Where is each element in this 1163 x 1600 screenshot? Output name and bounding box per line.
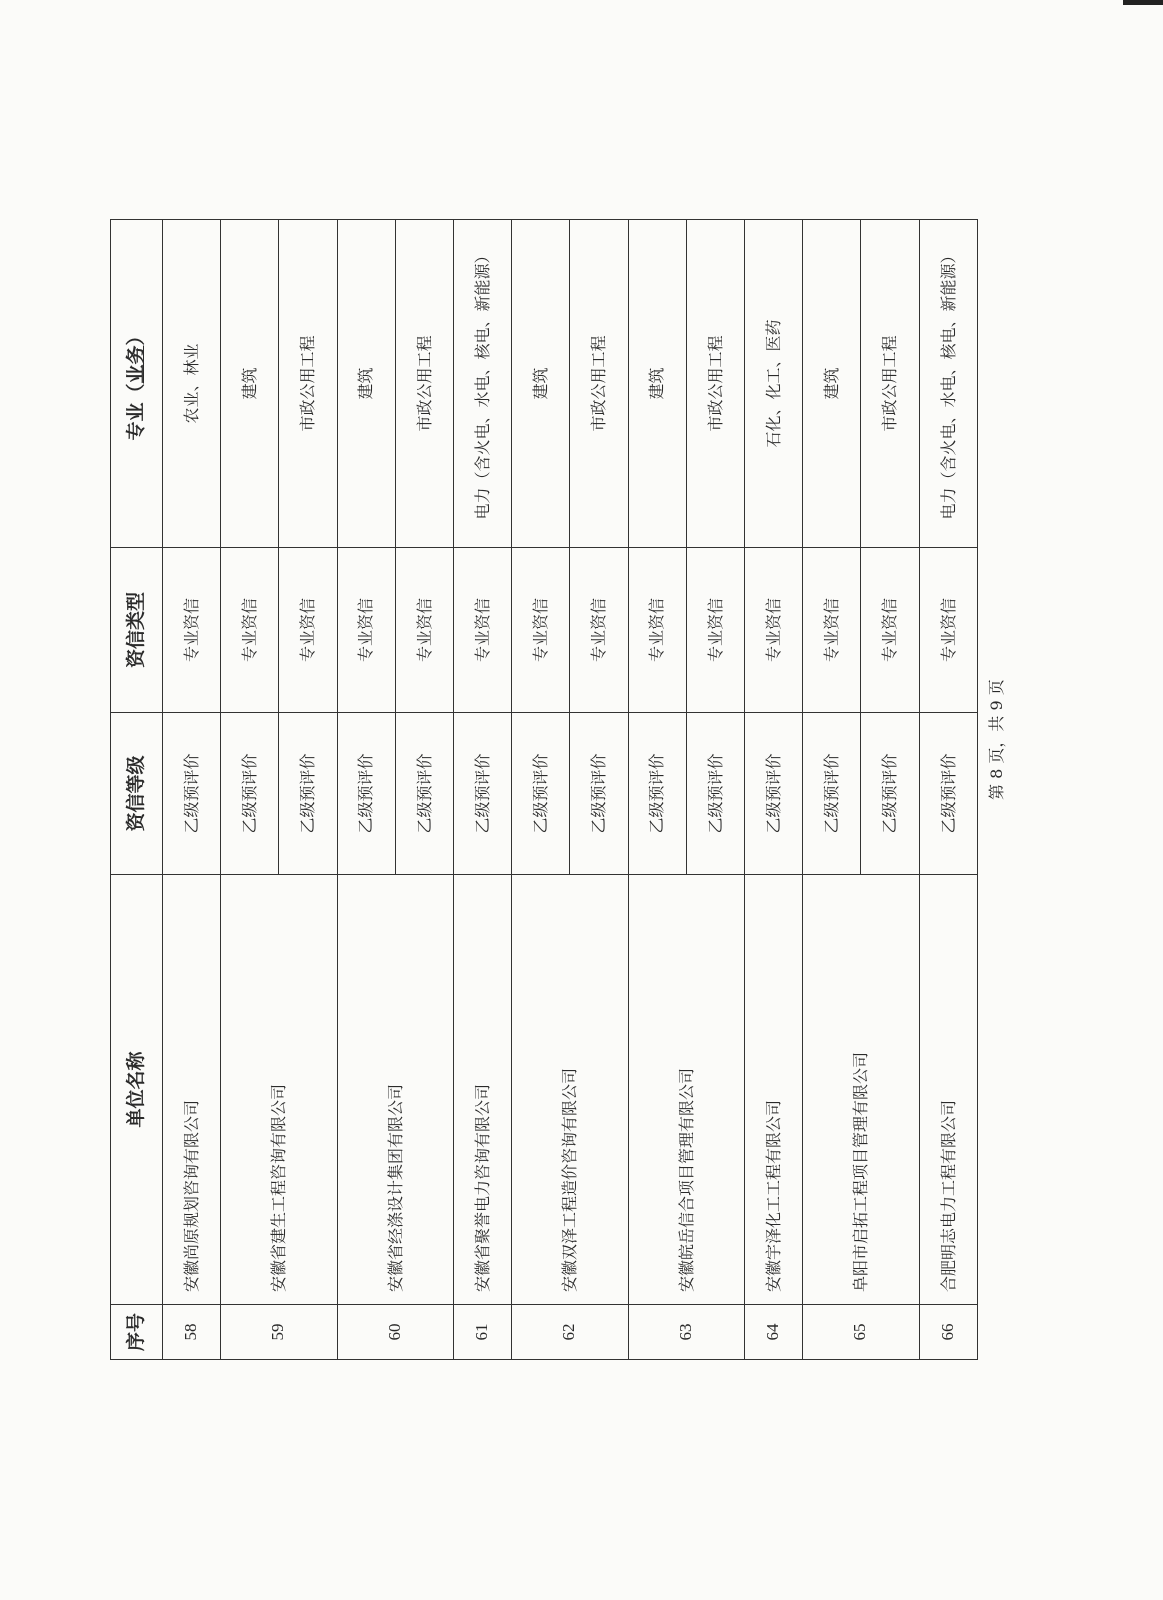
- cell-level: 乙级预评价: [163, 713, 221, 875]
- cell-seq: 58: [163, 1305, 221, 1360]
- cell-specialty: 电力（含火电、水电、核电、新能源）: [919, 220, 977, 548]
- cell-specialty: 农业、林业: [163, 220, 221, 548]
- table-row: [628, 220, 686, 1360]
- cell-type: 专业资信: [628, 548, 686, 713]
- cell-type: 专业资信: [570, 548, 628, 713]
- cell-seq: 65: [803, 1305, 919, 1360]
- cell-specialty: 市政公用工程: [395, 220, 453, 548]
- header-specialty-suffix: ）: [124, 326, 147, 346]
- cell-specialty: 电力（含火电、水电、核电、新能源）: [454, 220, 512, 548]
- cell-seq: 63: [628, 1305, 744, 1360]
- rotated-table-container: [110, 220, 978, 1360]
- cell-type: 专业资信: [279, 548, 337, 713]
- cell-specialty: 石化、化工、医药: [745, 220, 803, 548]
- cell-level: 乙级预评价: [221, 713, 279, 875]
- cell-company-name: 安徽皖岳信合项目管理有限公司: [628, 875, 744, 1305]
- qualification-table: [110, 219, 978, 1360]
- table-row: [745, 220, 803, 1360]
- cell-type: 专业资信: [163, 548, 221, 713]
- cell-seq: 59: [221, 1305, 337, 1360]
- cell-type: 专业资信: [512, 548, 570, 713]
- cell-type: 专业资信: [686, 548, 744, 713]
- table-row: [512, 220, 570, 1360]
- header-specialty: [111, 220, 163, 548]
- header-specialty-prefix: 专业（: [124, 383, 147, 441]
- cell-specialty: 市政公用工程: [861, 220, 919, 548]
- cell-company-name: 安徽尚原规划咨询有限公司: [163, 875, 221, 1305]
- table-row: [163, 220, 221, 1360]
- cell-level: 乙级预评价: [512, 713, 570, 875]
- header-seq: 序号: [111, 1305, 163, 1360]
- header-name: 单位名称: [111, 875, 163, 1305]
- table-row: [221, 220, 279, 1360]
- cell-level: 乙级预评价: [861, 713, 919, 875]
- cell-type: 专业资信: [803, 548, 861, 713]
- cell-level: 乙级预评价: [686, 713, 744, 875]
- cell-specialty: 建筑: [628, 220, 686, 548]
- cell-type: 专业资信: [919, 548, 977, 713]
- cell-specialty: 建筑: [337, 220, 395, 548]
- cell-specialty: 市政公用工程: [570, 220, 628, 548]
- page-footer: 第 8 页，共 9 页: [987, 679, 1006, 800]
- cell-company-name: 合肥明志电力工程有限公司: [919, 875, 977, 1305]
- table-row: [919, 220, 977, 1360]
- cell-company-name: 安徽省建生工程咨询有限公司: [221, 875, 337, 1305]
- cell-type: 专业资信: [337, 548, 395, 713]
- table-body: [163, 220, 978, 1360]
- table-row: [454, 220, 512, 1360]
- header-specialty-mid: 业务: [124, 345, 147, 384]
- cell-seq: 62: [512, 1305, 628, 1360]
- table-row: [803, 220, 861, 1360]
- cell-seq: 61: [454, 1305, 512, 1360]
- cell-specialty: 市政公用工程: [279, 220, 337, 548]
- cell-type: 专业资信: [221, 548, 279, 713]
- cell-specialty: 建筑: [221, 220, 279, 548]
- cell-type: 专业资信: [745, 548, 803, 713]
- cell-level: 乙级预评价: [919, 713, 977, 875]
- cell-level: 乙级预评价: [570, 713, 628, 875]
- cell-level: 乙级预评价: [395, 713, 453, 875]
- cell-type: 专业资信: [454, 548, 512, 713]
- header-level: 资信等级: [111, 713, 163, 875]
- cell-type: 专业资信: [395, 548, 453, 713]
- cell-company-name: 安徽省聚誉电力咨询有限公司: [454, 875, 512, 1305]
- cell-company-name: 安徽双泽工程造价咨询有限公司: [512, 875, 628, 1305]
- header-type: 资信类型: [111, 548, 163, 713]
- cell-level: 乙级预评价: [628, 713, 686, 875]
- cell-type: 专业资信: [861, 548, 919, 713]
- cell-seq: 66: [919, 1305, 977, 1360]
- cell-company-name: 安徽省经涤设计集团有限公司: [337, 875, 453, 1305]
- cell-level: 乙级预评价: [337, 713, 395, 875]
- cell-level: 乙级预评价: [279, 713, 337, 875]
- scan-corner-mark: [1123, 0, 1163, 5]
- table-header-row: [111, 220, 163, 1360]
- cell-level: 乙级预评价: [745, 713, 803, 875]
- cell-specialty: 建筑: [803, 220, 861, 548]
- cell-seq: 60: [337, 1305, 453, 1360]
- cell-company-name: 阜阳市启拓工程项目管理有限公司: [803, 875, 919, 1305]
- cell-company-name: 安徽宇泽化工工程有限公司: [745, 875, 803, 1305]
- cell-specialty: 建筑: [512, 220, 570, 548]
- table-row: [337, 220, 395, 1360]
- cell-level: 乙级预评价: [803, 713, 861, 875]
- cell-level: 乙级预评价: [454, 713, 512, 875]
- cell-specialty: 市政公用工程: [686, 220, 744, 548]
- cell-seq: 64: [745, 1305, 803, 1360]
